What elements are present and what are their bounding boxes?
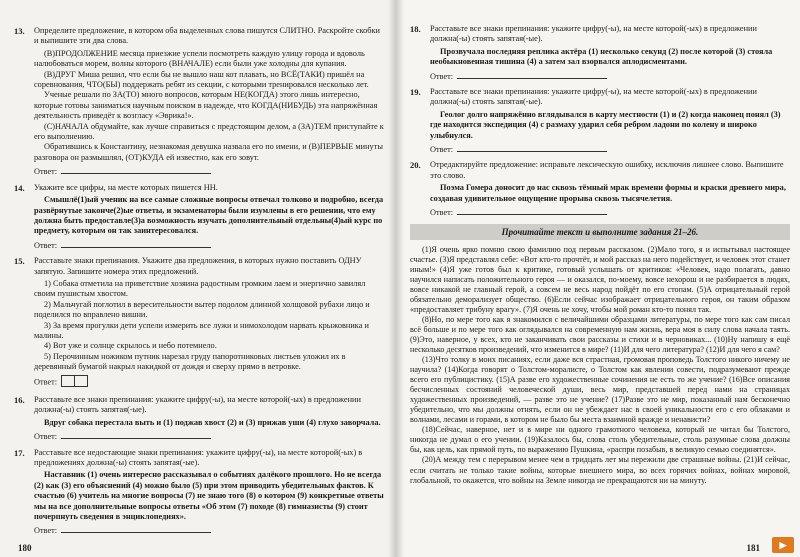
task-sentence: 3) За время прогулки дети успели измерить все лужи и нимохолодом нарвать крыжовника и малины.	[34, 320, 369, 340]
answer-line[interactable]	[457, 206, 607, 215]
text-paragraph: (20)А между тем с перерывом менее чем в тридцать лет мы пережили две страшные войны. (21)И сейчас, если считать не только такие войны, которые внешнего мира, во всех горячих войнах, войнах мировой, глобальной, то окажется, что войны на Земле никогда не прекращаются ни на минуту.	[410, 455, 790, 485]
right-task-list	[410, 24, 790, 219]
answer-line[interactable]	[61, 239, 211, 248]
answer-row	[430, 143, 790, 155]
left-page	[0, 0, 396, 557]
task-20	[410, 160, 790, 218]
page-number-right: 181	[746, 543, 760, 553]
task-sentence: Геолог долго напряжённо вглядывался в карту местности (1) и (2) когда наконец понял (3) где находится экспедиция (4) с размаху ударил себя ребром ладони по колену и широко улыбнулся.	[430, 109, 781, 140]
answer-row	[430, 70, 790, 82]
task-question: Расставьте все знаки препинания: укажите цифру(-ы), на месте которой(-ых) в предложении должна(-ы) стоять запятая(-ые).	[430, 87, 757, 107]
left-task-list	[14, 26, 384, 537]
reading-text	[410, 245, 790, 486]
task-number: 19.	[410, 87, 421, 98]
text-section-header: Прочитайте текст и выполните задания 21–26.	[410, 224, 790, 240]
task-15	[14, 256, 384, 390]
task-number: 16.	[14, 395, 25, 405]
task-sentence: Ученые решали по ЗА(ТО) много вопросов, которым НЕ(КОГДА) этого лишь интересно, которые готовы заниматься научным поиском в надежде, что КОГДА(НИБУДЬ) эта напряжённая деятельность приведёт к возгласу «Эврика!».	[34, 90, 378, 121]
task-number: 17.	[14, 447, 25, 458]
task-sentence: 5) Перочинным ножиком путник нарезал груду папоротниковых листьев уложил их в деревянный бумагой накрыл накидкой от дождя и сверху прямо в ветровке.	[34, 351, 346, 372]
task-question: Отредактируйте предложение: исправьте лексическую ошибку, исключив лишнее слово. Выпишите это слово.	[430, 160, 784, 180]
answer-row	[34, 430, 384, 442]
task-sentence: Наставник (1) очень интересно рассказывал о событиях далёкого прошлого. Но не всегда (2) как (3) его объяснений (4) можно было (5) при этом приводить убедительных фактов. К счастью (6) учитель на многие вопросы (7) не знаю того (8) о котором (9) конкретные ответы мы на все дополнительные вопросы ответы «Об этом (7) походе (8) гимназисты (9) стоит почерпнуть сведения в энциклопедиях».	[34, 470, 384, 522]
task-question: Расставьте все знаки препинания: укажите цифру(-ы), на месте которой(-ых) в предложении должна(-ы) стоять запятая(-ые).	[430, 24, 757, 44]
answer-row	[34, 375, 384, 390]
task-number: 14.	[14, 182, 25, 193]
answer-label: Ответ:	[34, 240, 58, 250]
answer-line[interactable]	[61, 524, 211, 533]
answer-line[interactable]	[61, 165, 211, 174]
task-sentence: Смышлё(1)ый ученик на все самые сложные вопросы отвечал толково и подробно, всегда развёрнутые законче(2)ые ответы, и экзаменаторы были изумлены в его решении, что ему должна быть предоставле(3)а возможность изучать дополнительный отдельны(4)ый курс по предмету, которым он так заинтересовался.	[34, 195, 384, 236]
task-number: 20.	[410, 160, 421, 171]
task-number: 13.	[14, 26, 25, 36]
task-sentence: (В)ДРУГ Миша решил, что если бы не вышло наш кот плавать, но ВСЁ(ТАКИ) пришёл на соревнования, ЧТО(БЫ) поддержать ребят из секции, с которыми тренировался несколько лет.	[34, 69, 369, 90]
answer-row	[34, 524, 384, 536]
answer-line[interactable]	[457, 143, 607, 152]
book-gutter	[388, 0, 404, 557]
task-question: Расставьте все знаки препинания: укажите цифру(-ы), на месте которой(-ых) в предложении должна(-ы) стоять запятая(-ые).	[34, 395, 361, 415]
answer-label: Ответ:	[34, 432, 58, 442]
task-question: Укажите все цифры, на месте которых пишется НН.	[34, 182, 218, 192]
task-13	[14, 26, 384, 178]
answer-line[interactable]	[61, 430, 211, 439]
task-question: Расставьте все недостающие знаки препинания: укажите цифру(-ы), на месте которой(-ых) в предложениях должна(-ы) стоять запятая(-ые).	[34, 447, 363, 468]
task-sentence: Вдруг собака перестала выть и (1) поджав хвост (2) и (3) прижав уши (4) глухо заворчала.	[44, 417, 381, 427]
answer-label: Ответ:	[430, 145, 454, 155]
text-paragraph: (13)Что толку в моих писаниях, если даже вся страстная, громовая проповедь Толстого никого ничему не научила? (14)Когда говорят о Толстом-моралисте, о Толстом как явлении совести, подразумевают прежде всего его публицистику. (15)А разве его художественные сочинения не есть то же учение? (16)Все описания бесчисленных состояний человеческой души, весь мир, представшей перед нами на страницах художественных произведений, — разве это не учение? (17)Разве это не мир, показанный нам бесконечно убедительно, что мы должны отнять, если он не убеждает нас в своей уникальности его с его облаками и волнами, лесами и горами, в котором не было бы места взаимной вражде и ненависти?	[410, 355, 790, 425]
answer-label: Ответ:	[430, 208, 454, 218]
task-19	[410, 87, 790, 155]
task-sentence: Прозвучала последняя реплика актёра (1) несколько секунд (2) после которой (3) стояла необыкновенная тишина (4) а затем зал взорвался аплодисментами.	[430, 46, 773, 67]
task-14	[14, 183, 384, 251]
task-sentence: 4) Вот уже и солнце скрылось и небо потемнело.	[44, 341, 217, 351]
text-paragraph: (8)Но, по мере того как я знакомился с величайшими образцами литературы, по мере того как сам писал всё больше и по мере того как оглядывался на современную нам жизнь, вера моя в силу слова начала таять. (9)Это, наверное, у всех, кто не заканчивать свои рассказы и стихи и в черновиках... (10)Ну напишу я ещё несколько десятков произведений, что изменится в мире? (11)И для чего литература? (12)И для чего я сам?	[410, 314, 790, 354]
task-18	[410, 24, 790, 82]
task-question: Определите предложение, в котором оба выделенных слова пишутся СЛИТНО. Раскройте скобки и выпишите эти два слова.	[34, 26, 380, 46]
task-sentence: (С)НАЧАЛА обдумайте, как лучше справиться с предстоящим делом, а (ЗА)ТЕМ приступайте к его выполнению.	[34, 121, 384, 142]
task-question: Расставьте знаки препинания. Укажите два предложения, в которых нужно поставить ОДНУ запятую. Запишите номера этих предложений.	[34, 256, 362, 276]
task-number: 18.	[410, 24, 421, 34]
text-paragraph: (1)Я очень ярко помню свою фамилию под первым рассказом. (2)Мало того, я и испытывал настоящее счастье. (3)Я представлял себе: «Вот кто-то прочтёт, и мой рассказ на него подействует, и человек этот станет иным!» (4)Я уже готов был к критике, готовый услышать от критиков: «Человек, надо полагать, давно научился написать положительного героя — и оказался, по-моему, вовсе нехорош и не разбирается в людях, вовсе никакой не главный герой, а совсем не весь народ пойдёт по его стопам. (5)А отрицательный герой обязательно деморализует общество. (6)Если сейчас изображает отрицательного героя, он таким образом «предоставляет трибуну врагу». (7)Я очень не хочу, чтобы мой роман кто-то понял так.	[410, 244, 790, 314]
answer-label: Ответ:	[430, 71, 454, 81]
task-sentence: Поэма Гомера доносит до нас сквозь тёмный мрак времени формы и краски древнего мира, создавая удивительное ощущение прорыва сквозь тысячелетия.	[430, 183, 786, 203]
page-number-left: 180	[18, 543, 32, 553]
task-sentence: (В)ПРОДОЛЖЕНИЕ месяца приезжие успели посмотреть каждую улицу города и вдоволь налюбоваться морем, волны которого (ВНАЧАЛЕ) если были уже холодны для купания.	[34, 48, 365, 69]
task-16	[14, 395, 384, 443]
text-paragraph: (18)Сейчас, наверное, нет и в мире ни одного грамотного человека, который не читал бы Толстого, никогда не думал о его учении. (19)Казалось бы, слова столь убедительные, столь разумные слова должны бы, как цель, как прямой путь, по выражению Пушкина, «распри позабыв, в великую семью соединятся».	[410, 425, 790, 455]
answer-boxes[interactable]	[61, 375, 87, 390]
task-sentence: 1) Собака отметила на приветствие хозяина радостным громким лаем и энергично завилял своим пушистым хвостом.	[34, 278, 366, 299]
answer-label: Ответ:	[34, 167, 58, 177]
answer-label: Ответ:	[34, 526, 58, 536]
task-17	[14, 448, 384, 537]
right-page	[396, 0, 800, 557]
answer-row	[34, 165, 384, 177]
answer-label: Ответ:	[34, 377, 58, 387]
task-sentence: Обратившись к Константину, незнакомая девушка назвала его по имени, и (В)ПЕРВЫЕ минуты разговора он размышлял, (ОТ)КУДА ей известно, как его зовут.	[34, 142, 383, 162]
publisher-logo: ▶	[772, 537, 794, 553]
answer-row	[430, 206, 790, 218]
task-sentence: 2) Мальчугай поглотил в вересительности вытер подолом длинной холщовой рубахи лицо и поделился по вправлено вишни.	[34, 299, 370, 320]
answer-line[interactable]	[457, 70, 607, 79]
answer-row	[34, 239, 384, 251]
task-number: 15.	[14, 256, 25, 267]
